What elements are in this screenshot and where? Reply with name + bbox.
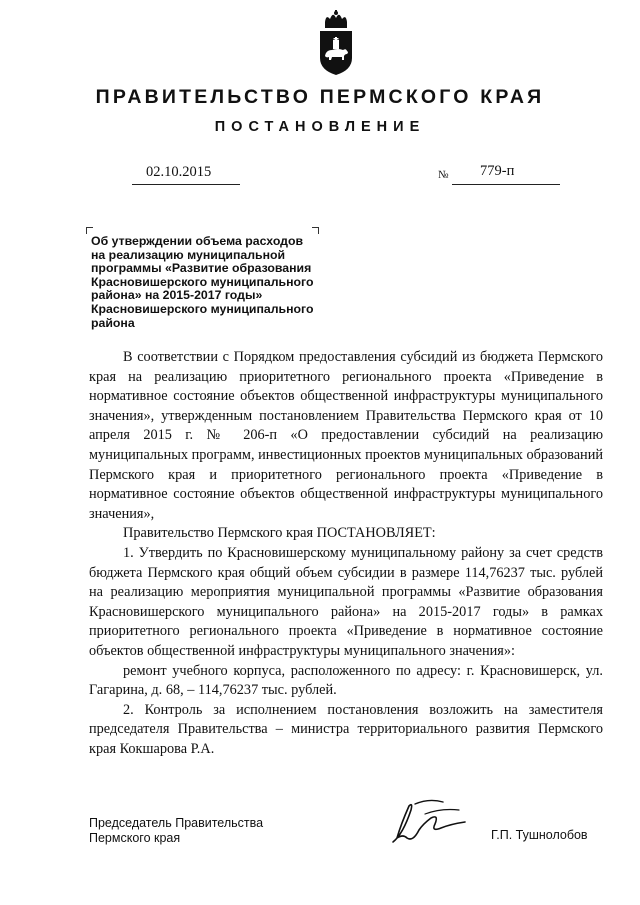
signatory-position: Председатель Правительства Пермского края [89, 816, 264, 845]
body-paragraph-resolves: Правительство Пермского края ПОСТАНОВЛЯЕТ: [123, 525, 436, 542]
number-prefix: № [438, 169, 449, 181]
body-paragraph-repair: ремонт учебного корпуса, расположенного по адресу: г. Красновишерск, ул. Гагарина, д. 68, – 114,76237 тыс. рублей. [89, 662, 603, 699]
decree-heading: ПОСТАНОВЛЕНИЕ [214, 119, 426, 135]
government-heading: ПРАВИТЕЛЬСТВО ПЕРМСКОГО КРАЯ [95, 86, 545, 108]
decree-body [89, 348, 603, 759]
title-corner-left [86, 227, 93, 234]
decree-date: 02.10.2015 [146, 164, 212, 180]
body-paragraph-item-2: 2. Контроль за исполнением постановления возложить на заместителя председателя Правительства – министра территориального развития Пермского края Кокшарова Р.А. [89, 701, 603, 757]
decree-title: Об утверждении объема расходов на реализацию муниципальной программы «Развитие образования Красновишерского муниципального района» на 2015-2017 годы» Красновишерского муниципального района [91, 234, 314, 330]
coat-of-arms-icon [316, 10, 356, 76]
body-paragraph-item-1: 1. Утвердить по Красновишерскому муниципальному району за счет средств бюджета Пермского края общий объем субсидии в размере 114,76237 тыс. рублей на реализацию мероприятия муниципальной программы «Развитие образования Красновишерского муниципального района» на 2015-2017 годы» в рамках приоритетного регионального проекта «Приведение в нормативное состояние объектов общественной инфраструктуры муниципального значения»: [89, 544, 603, 659]
signatory-name: Г.П. Тушнолобов [491, 828, 588, 842]
decree-number: 779-п [480, 163, 515, 179]
title-corner-right [312, 227, 319, 234]
handwritten-signature-icon [385, 794, 485, 850]
body-paragraph-preamble: В соответствии с Порядком предоставления субсидий из бюджета Пермского края на реализацию приоритетного регионального проекта «Приведение в нормативное состояние объектов общественной инфраструктуры муниципального значения», утвержденным постановлением Правительства Пермского края от 10 апреля 2015 г. № 206-п «О предоставлении субсидий на реализацию муниципальных программ, инвестиционных проектов муниципальных образований Пермского края и приоритетного регионального проекта «Приведение в нормативное состояние объектов общественной инфраструктуры муниципального значения», [89, 349, 603, 522]
